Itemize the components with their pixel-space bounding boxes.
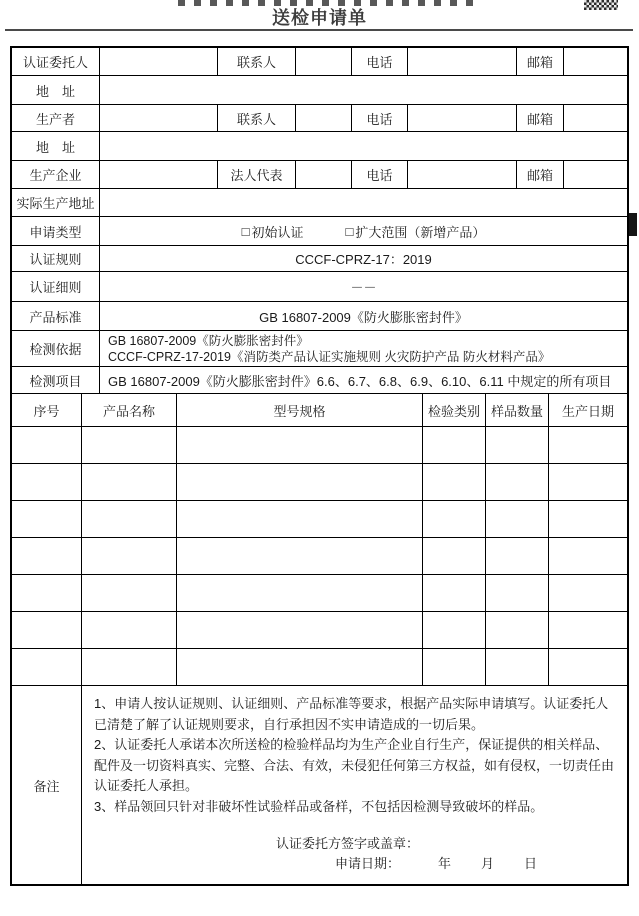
page-title: 送检申请单 [272, 8, 367, 28]
table-row [12, 105, 627, 132]
legal-rep-field[interactable] [296, 161, 352, 188]
remark-item-3: 3、样品领回只针对非破坏性试验样品或备样，不包括因检测导致破坏的样品。 [94, 798, 544, 814]
inspection-type-cell[interactable] [423, 538, 486, 574]
inspection-type-cell[interactable] [423, 612, 486, 648]
table-row [12, 76, 627, 105]
model-spec-cell[interactable] [177, 427, 423, 463]
serial-cell[interactable] [12, 538, 82, 574]
inspection-type-cell[interactable] [423, 575, 486, 611]
sample-qty-cell[interactable] [486, 649, 549, 685]
manufacturer-phone-field[interactable] [408, 161, 517, 188]
product-standard-label: 产品标准 [12, 302, 100, 330]
production-date-cell[interactable] [549, 464, 627, 500]
inspection-type-cell[interactable] [423, 464, 486, 500]
product-name-cell[interactable] [82, 464, 177, 500]
product-name-cell[interactable] [82, 575, 177, 611]
production-date-header: 生产日期 [561, 403, 614, 419]
producer-address-label: 地 址 [12, 132, 100, 160]
table-row [12, 48, 627, 76]
model-spec-cell[interactable] [177, 649, 423, 685]
table-row [12, 272, 627, 302]
sample-qty-cell[interactable] [486, 427, 549, 463]
producer-name-field[interactable] [100, 105, 218, 131]
test-basis-label: 检测依据 [12, 331, 100, 366]
item-table-row [12, 612, 627, 649]
remarks-content [82, 686, 627, 884]
production-date-cell[interactable] [549, 575, 627, 611]
serial-cell[interactable] [12, 649, 82, 685]
product-standard-value: GB 16807-2009《防火膨胀密封件》 [259, 309, 468, 325]
model-spec-cell[interactable] [177, 612, 423, 648]
table-row [12, 302, 627, 331]
applicant-contact-label: 联系人 [218, 48, 296, 75]
producer-contact-label: 联系人 [218, 105, 296, 131]
producer-label: 生产者 [12, 105, 100, 131]
manufacturer-label: 生产企业 [12, 161, 100, 188]
item-table-header-row [12, 394, 627, 427]
actual-address-label: 实际生产地址 [12, 189, 100, 216]
table-row [12, 161, 627, 189]
model-spec-cell[interactable] [177, 538, 423, 574]
checkbox-label: 扩大范围（新增产品） [355, 224, 486, 240]
serial-cell[interactable] [12, 575, 82, 611]
manufacturer-email-label: 邮箱 [517, 161, 564, 188]
table-row [12, 189, 627, 217]
sample-qty-cell[interactable] [486, 464, 549, 500]
remark-item-2: 2、认证委托人承诺本次所送检的检验样品均为生产企业自行生产，保证提供的相关样品、配件及一切资料真实、完整、合法、有效，未侵犯任何第三方权益，如有侵权，一切责任由认证委托人承担。 [94, 737, 615, 793]
sample-qty-cell[interactable] [486, 538, 549, 574]
checkbox-expand-scope[interactable] [346, 222, 486, 241]
item-table-row [12, 575, 627, 612]
model-spec-cell[interactable] [177, 464, 423, 500]
serial-cell[interactable] [12, 612, 82, 648]
producer-email-label: 邮箱 [517, 105, 564, 131]
test-basis-value [100, 331, 627, 366]
table-row [12, 217, 627, 246]
applicant-email-field[interactable] [564, 48, 627, 75]
applicant-phone-field[interactable] [408, 48, 517, 75]
product-name-cell[interactable] [82, 538, 177, 574]
manufacturer-phone-label: 电话 [352, 161, 408, 188]
year-label: 年 [438, 856, 452, 871]
producer-address-field[interactable] [100, 132, 627, 160]
serial-cell[interactable] [12, 427, 82, 463]
producer-contact-field[interactable] [296, 105, 352, 131]
manufacturer-email-field[interactable] [564, 161, 627, 188]
day-label: 日 [524, 856, 538, 871]
test-basis-line1: GB 16807-2009《防火膨胀密封件》 [108, 333, 309, 348]
production-date-cell[interactable] [549, 501, 627, 537]
remarks-row [12, 686, 627, 884]
item-table-row [12, 501, 627, 538]
table-row [12, 246, 627, 272]
inspection-type-cell[interactable] [423, 427, 486, 463]
producer-email-field[interactable] [564, 105, 627, 131]
producer-phone-label: 电话 [352, 105, 408, 131]
scan-artifact [629, 213, 637, 236]
serial-header: 序号 [12, 394, 82, 426]
date-label: 申请日期： [335, 856, 401, 871]
month-label: 月 [481, 856, 495, 871]
production-date-cell[interactable] [549, 538, 627, 574]
sample-qty-cell[interactable] [486, 575, 549, 611]
signature-block [82, 834, 627, 874]
applicant-email-label: 邮箱 [517, 48, 564, 75]
checkbox-initial-certification[interactable] [242, 222, 304, 241]
applicant-address-field[interactable] [100, 76, 627, 104]
test-basis-line2: CCCF-CPRZ-17-2019《消防类产品认证实施规则 火灾防护产品 防火材料产品》 [108, 349, 551, 364]
model-spec-header: 型号规格 [177, 394, 423, 426]
sample-qty-cell[interactable] [486, 501, 549, 537]
product-name-cell[interactable] [82, 427, 177, 463]
cert-rule-value: CCCF-CPRZ-17：2019 [295, 252, 432, 267]
product-name-header: 产品名称 [82, 394, 177, 426]
item-table-row [12, 464, 627, 501]
production-date-cell[interactable] [549, 649, 627, 685]
cert-detail-label: 认证细则 [12, 272, 100, 301]
checkbox-label: 初始认证 [251, 224, 304, 240]
inspection-type-cell[interactable] [423, 649, 486, 685]
production-date-cell[interactable] [549, 612, 627, 648]
model-spec-cell[interactable] [177, 575, 423, 611]
table-row [12, 132, 627, 161]
item-table-row [12, 649, 627, 686]
serial-cell[interactable] [12, 501, 82, 537]
table-row [12, 367, 627, 394]
inspection-type-header: 检验类别 [423, 394, 486, 426]
sample-qty-cell[interactable] [486, 612, 549, 648]
producer-phone-field[interactable] [408, 105, 517, 131]
applicant-phone-label: 电话 [352, 48, 408, 75]
applicant-name-field[interactable] [100, 48, 218, 75]
checkbox-icon[interactable]: □ [241, 223, 250, 239]
item-table-row [12, 538, 627, 575]
cert-detail-value: －－ [350, 280, 377, 295]
actual-address-field[interactable] [100, 189, 627, 216]
application-form-table [10, 46, 629, 886]
production-date-cell[interactable] [549, 427, 627, 463]
manufacturer-name-field[interactable] [100, 161, 218, 188]
application-type-label: 申请类型 [12, 217, 100, 245]
remark-item-1: 1、申请人按认证规则、认证细则、产品标准等要求，根据产品实际申请填写。认证委托人已清楚了解了认证规则要求，自行承担因不实申请造成的一切后果。 [94, 696, 609, 732]
applicant-label: 认证委托人 [12, 48, 100, 75]
product-name-cell[interactable] [82, 649, 177, 685]
test-items-value: GB 16807-2009《防火膨胀密封件》6.6、6.7、6.8、6.9、6.10、6.11 中规定的所有项目 [108, 373, 612, 389]
application-date-line [335, 854, 627, 874]
legal-rep-label: 法人代表 [218, 161, 296, 188]
table-row [12, 331, 627, 367]
inspection-type-cell[interactable] [423, 501, 486, 537]
model-spec-cell[interactable] [177, 501, 423, 537]
signature-label: 认证委托方签字或盖章： [276, 836, 420, 851]
test-items-label: 检测项目 [12, 367, 100, 393]
title-divider [5, 29, 633, 31]
item-table-row [12, 427, 627, 464]
applicant-contact-field[interactable] [296, 48, 352, 75]
cert-rule-label: 认证规则 [12, 246, 100, 271]
product-name-cell[interactable] [82, 612, 177, 648]
checkbox-icon[interactable]: □ [345, 223, 354, 239]
product-name-cell[interactable] [82, 501, 177, 537]
applicant-address-label: 地 址 [12, 76, 100, 104]
sample-qty-header: 样品数量 [486, 394, 549, 426]
application-type-options [100, 217, 627, 245]
remarks-label: 备注 [12, 686, 82, 884]
serial-cell[interactable] [12, 464, 82, 500]
